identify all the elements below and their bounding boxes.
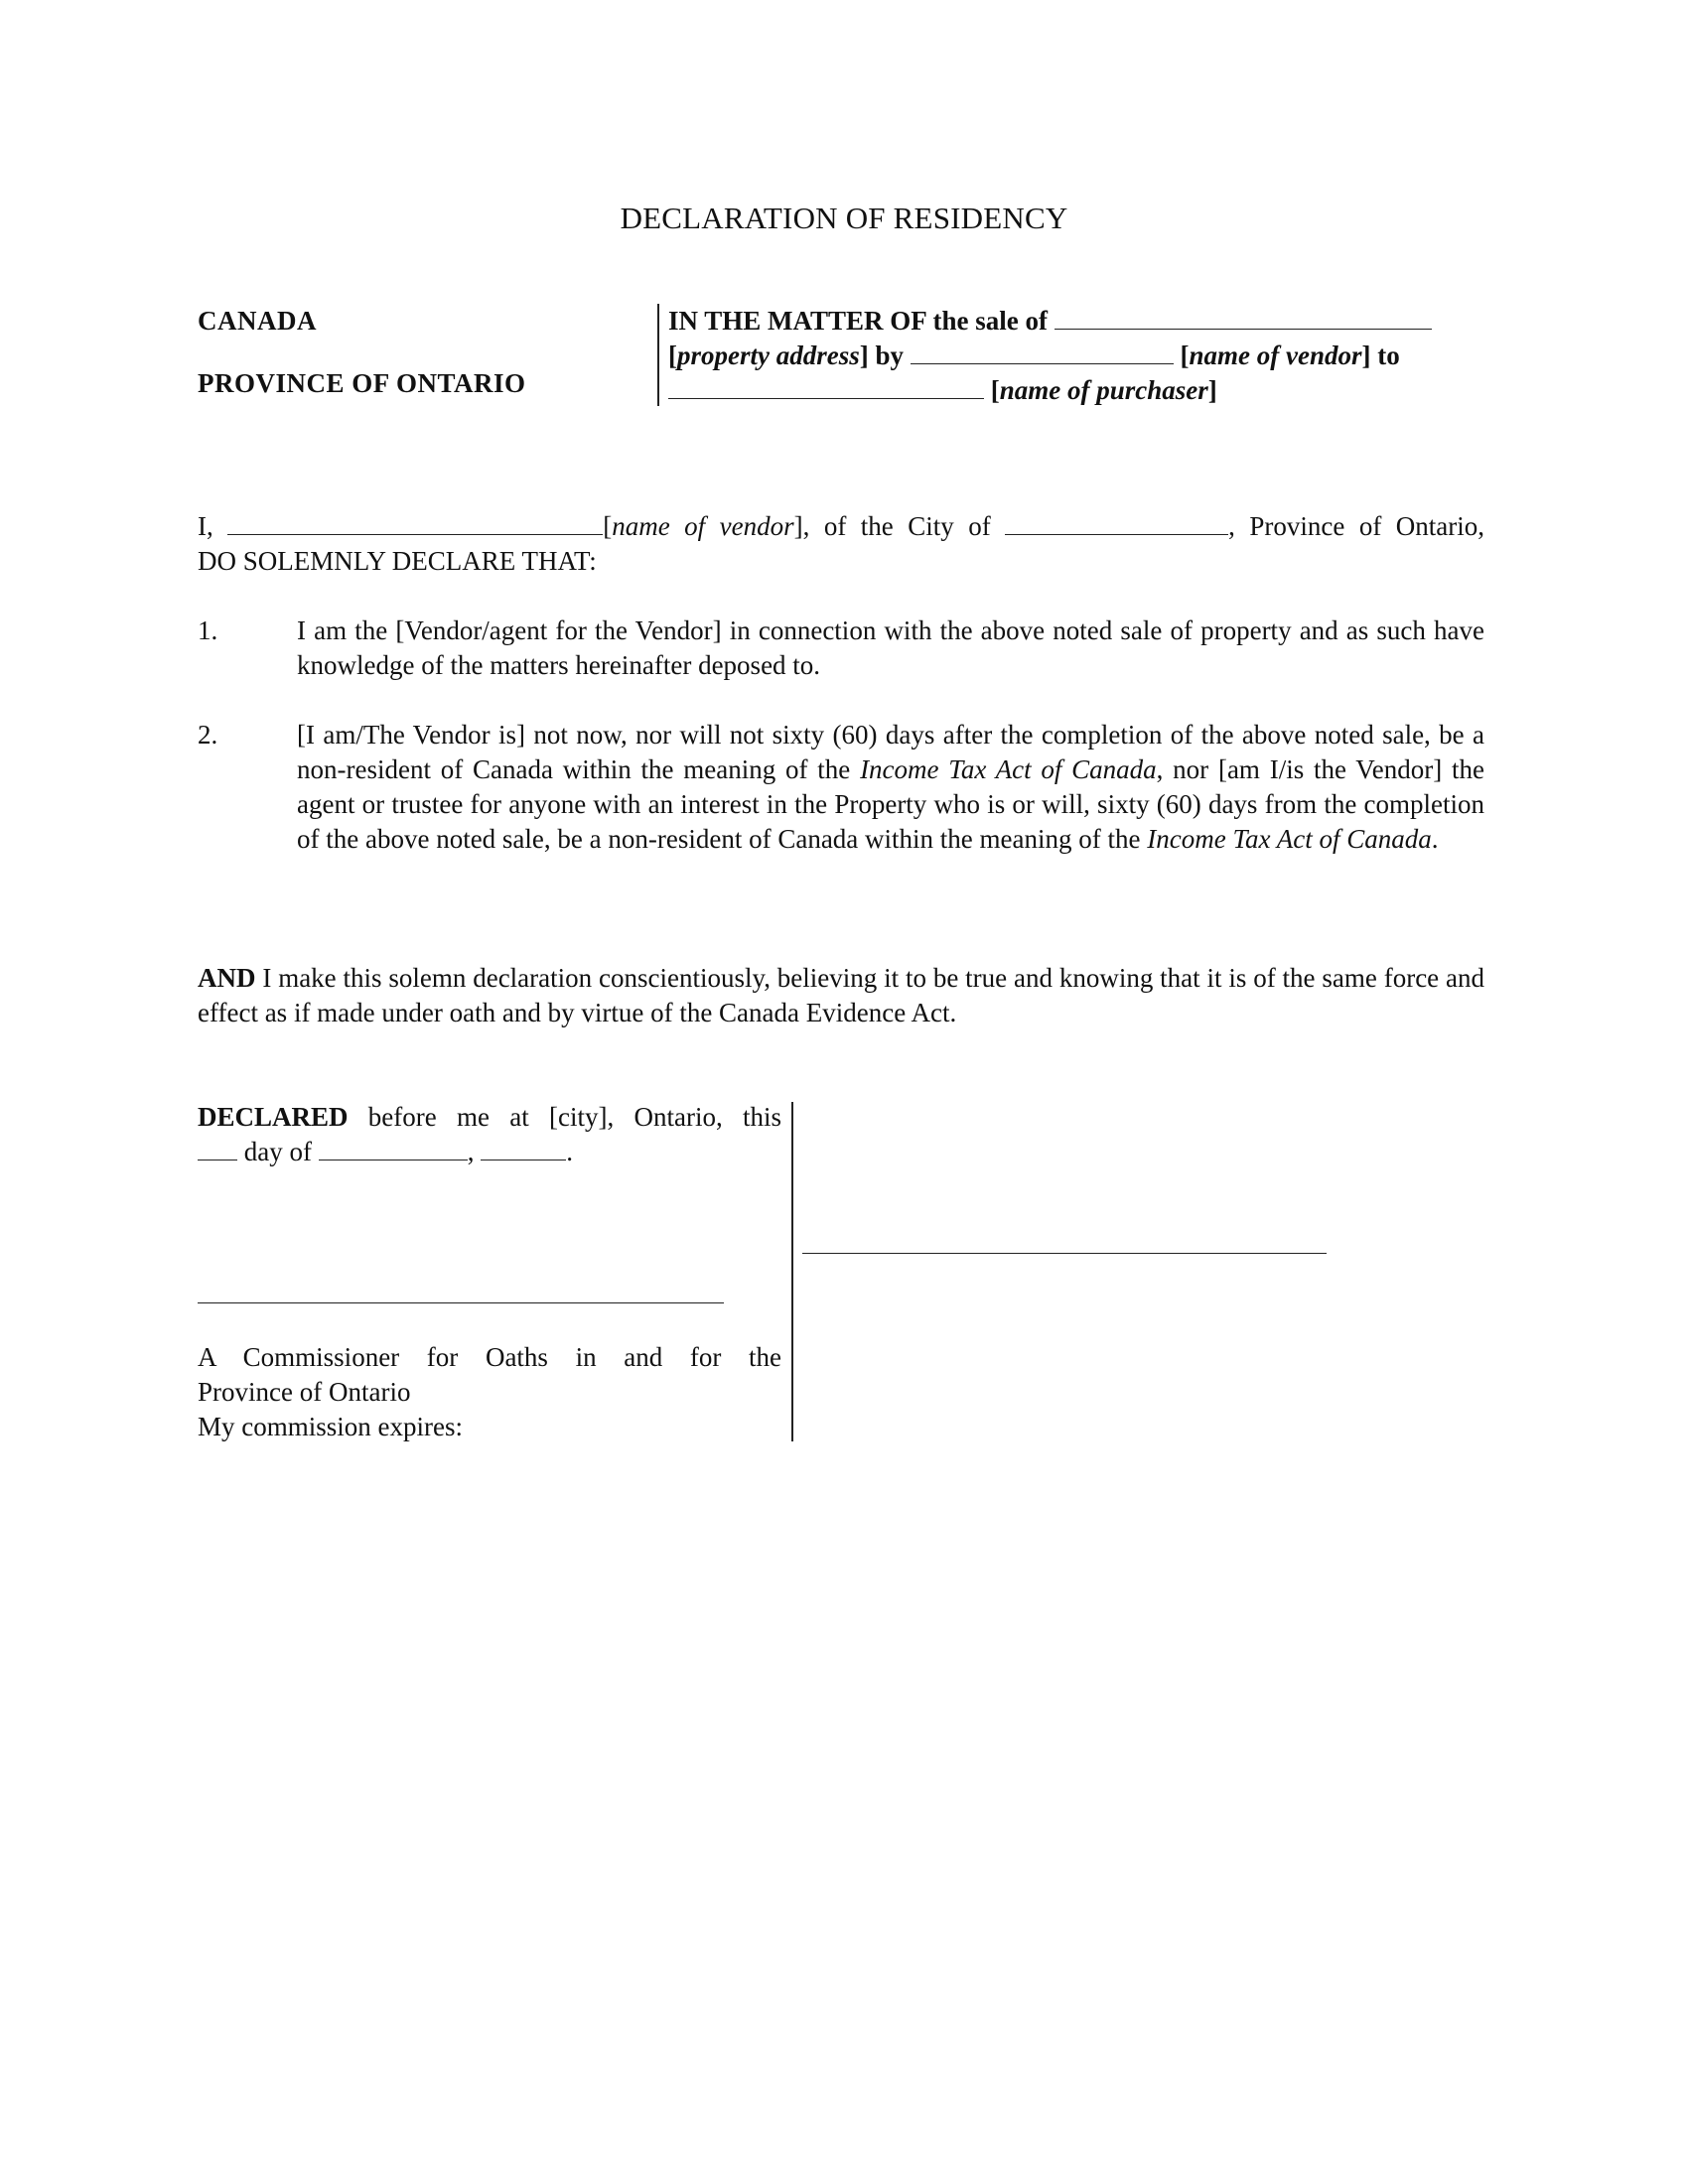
- property-address-blank[interactable]: [1055, 305, 1432, 330]
- month-blank[interactable]: [319, 1136, 468, 1160]
- matter-block: IN THE MATTER OF the sale of [property address] by [name of vendor] to [name of purchaser]: [668, 304, 1482, 408]
- declarant-signature-line[interactable]: [802, 1253, 1327, 1254]
- paragraph-2-number: 2.: [198, 720, 218, 750]
- caption-country: CANADA: [198, 306, 317, 336]
- opening-i: I,: [198, 511, 213, 541]
- paragraph-2-act-1: Income Tax Act of Canada: [860, 754, 1157, 784]
- city-blank[interactable]: [1005, 510, 1228, 535]
- year-blank[interactable]: [481, 1136, 566, 1160]
- paragraph-2-part3: .: [1431, 824, 1439, 854]
- declared-line: [198, 1100, 781, 1135]
- matter-intro: IN THE MATTER OF the sale of: [668, 306, 1049, 336]
- declared-before-text: before me at [city], Ontario, this: [348, 1102, 781, 1132]
- commissioner-line-1: A Commissioner for Oaths in and for the: [198, 1342, 781, 1372]
- paragraph-2-text: [297, 718, 1484, 857]
- by-text: by: [875, 341, 905, 370]
- paragraph-2-part1: [I am/The Vendor is] not now, nor will not sixty (60) days after the completion of the above noted sale, be a non-resident of Canada within the meaning of the: [297, 720, 1484, 784]
- commissioner-line-2: Province of Ontario: [198, 1377, 411, 1407]
- opening-vendor-label: name of vendor: [612, 511, 794, 541]
- opening-line: I, [name of vendor], of the City of , Province of Ontario,: [198, 511, 1485, 541]
- page-title: DECLARATION OF RESIDENCY: [620, 201, 1068, 235]
- paragraph-2-part2: , nor [am I/is the Vendor] the agent or trustee for anyone with an interest in the Property who is or will, sixty (60) days from the completion of the above noted sale, be a non-resident of Canada within the meaning of the: [297, 754, 1484, 854]
- paragraph-2-act-2: Income Tax Act of Canada: [1147, 824, 1432, 854]
- declared-block: [198, 1100, 781, 1169]
- purchaser-name-blank[interactable]: [668, 374, 984, 399]
- closing-paragraph: [198, 961, 1484, 1030]
- declare-heading: DO SOLEMNLY DECLARE THAT:: [198, 546, 597, 576]
- commissioner-signature-line[interactable]: [198, 1302, 724, 1303]
- caption-divider: [657, 304, 659, 406]
- day-of-text: day of: [243, 1137, 312, 1166]
- signature-divider: [791, 1102, 793, 1441]
- opening-province-text: , Province of Ontario,: [1228, 511, 1485, 541]
- date-comma: ,: [467, 1137, 475, 1166]
- opening-city-text: , of the City of: [802, 511, 991, 541]
- date-line: [198, 1135, 781, 1169]
- date-period: .: [566, 1137, 573, 1166]
- closing-and: AND: [198, 963, 256, 993]
- purchaser-label: name of purchaser: [999, 375, 1208, 405]
- vendor-name-blank[interactable]: [911, 340, 1174, 364]
- caption-vendor-label: name of vendor: [1189, 341, 1362, 370]
- day-blank[interactable]: [198, 1136, 237, 1160]
- to-text: to: [1377, 341, 1400, 370]
- paragraph-1-number: 1.: [198, 615, 218, 645]
- property-address-label: property address: [677, 341, 860, 370]
- closing-text: I make this solemn declaration conscientiously, believing it to be true and knowing that it is of the same force and effect as if made under oath and by virtue of the Canada Evidence Act.: [198, 963, 1484, 1027]
- paragraph-1-text: I am the [Vendor/agent for the Vendor] in connection with the above noted sale of property and as such have knowledge of the matters hereinafter deposed to.: [297, 615, 1484, 680]
- declarant-name-blank[interactable]: [227, 510, 603, 535]
- commissioner-block: [198, 1340, 781, 1444]
- declared-word: DECLARED: [198, 1102, 349, 1132]
- commissioner-line-3: My commission expires:: [198, 1412, 463, 1441]
- opening-paragraph: [198, 509, 1484, 579]
- caption-province: PROVINCE OF ONTARIO: [198, 368, 526, 398]
